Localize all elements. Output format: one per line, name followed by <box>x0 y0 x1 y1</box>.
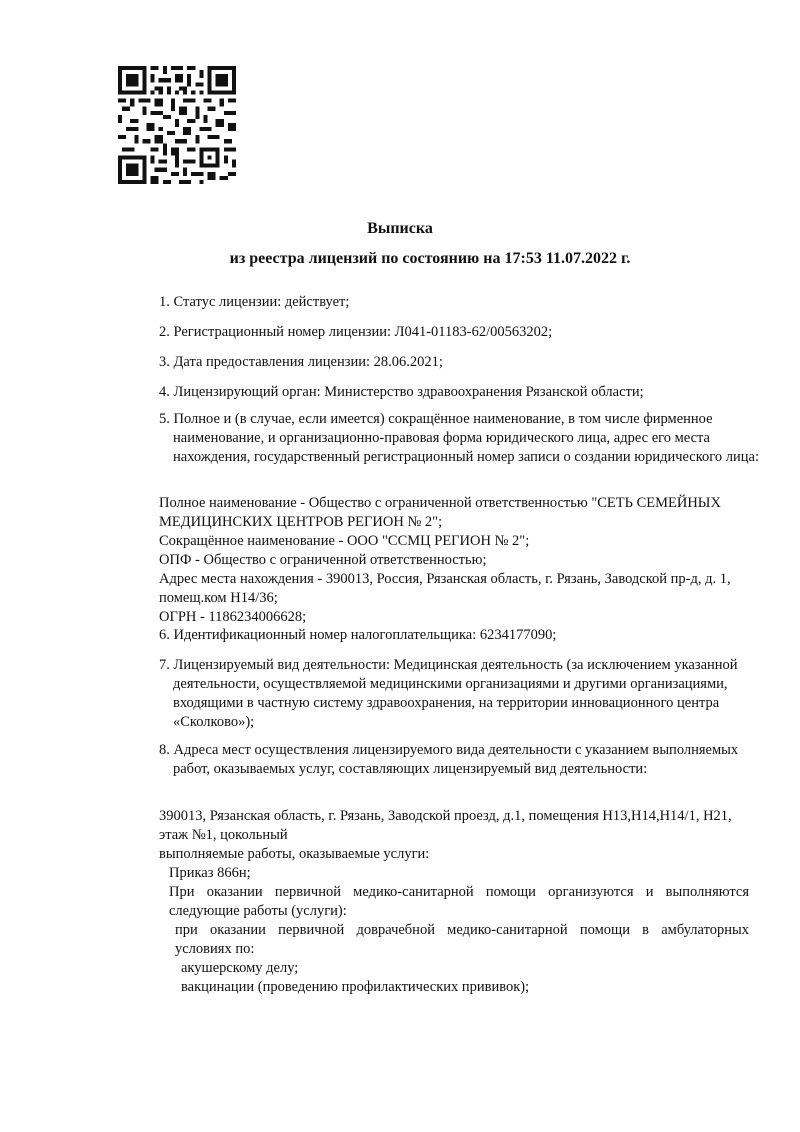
org-full-name: Полное наименование - Общество с ограниченной ответственностью "СЕТЬ СЕМЕЙНЫХ МЕДИЦИНСКИХ ЦЕНТРОВ РЕГИОН № 2"; <box>159 495 721 530</box>
org-opf: ОПФ - Общество с ограниченной ответственностью; <box>159 552 487 568</box>
service-item: акушерскому делу; <box>181 960 299 976</box>
document-title: Выписка <box>367 220 433 237</box>
issue-date: 3. Дата предоставления лицензии: 28.06.2021; <box>159 354 443 370</box>
org-short-name: Сокращённое наименование - ООО "ССМЦ РЕГИОН № 2"; <box>159 533 530 549</box>
qr-code <box>118 66 236 184</box>
service-item: вакцинации (проведению профилактических прививок); <box>181 979 530 995</box>
licensing-authority: 4. Лицензирующий орган: Министерство здравоохранения Рязанской области; <box>159 384 644 400</box>
primary-care-text: При оказании первичной медико-санитарной помощи организуются и выполняются следующие работы (услуги): <box>169 884 749 919</box>
document-subtitle: из реестра лицензий по состоянию на 17:53 11.07.2022 г. <box>229 250 631 267</box>
org-address: Адрес места нахождения - 390013, Россия, Рязанская область, г. Рязань, Заводской пр-д, д. 1, помещ.ком Н14/36; <box>159 571 731 606</box>
order-ref: Приказ 866н; <box>169 865 251 881</box>
qr-code-icon <box>118 66 236 184</box>
activity-type: 7. Лицензируемый вид деятельности: Медицинская деятельность (за исключением указанной деятельности, осуществляемой медицинскими организациями и другими организациями, входящими в частную систему здравоохранения, на территории инновационного центра «Сколково»); <box>159 657 738 730</box>
license-status: 1. Статус лицензии: действует; <box>159 294 350 310</box>
location-address: 390013, Рязанская область, г. Рязань, Заводской проезд, д.1, помещения Н13,Н14,Н14/1, Н21, этаж №1, цокольный <box>159 808 732 843</box>
org-name-heading: 5. Полное и (в случае, если имеется) сокращённое наименование, в том числе фирменное наименование, и организационно-правовая форма юридического лица, адрес его места нахождения, государственный регистрационный номер записи о создании юридического лица: <box>159 411 759 465</box>
tax-id: 6. Идентификационный номер налогоплательщика: 6234177090; <box>159 627 557 643</box>
pre-doctor-care-text: при оказании первичной доврачебной медико-санитарной помощи в амбулаторных условиях по: <box>175 922 749 957</box>
organization-details <box>159 494 749 627</box>
org-ogrn: ОГРН - 1186234006628; <box>159 609 307 625</box>
works-label: выполняемые работы, оказываемые услуги: <box>159 846 430 862</box>
activity-addresses-heading: 8. Адреса мест осуществления лицензируемого вида деятельности с указанием выполняемых работ, оказываемых услуг, составляющих лицензируемый вид деятельности: <box>159 742 739 777</box>
activity-location <box>159 807 749 997</box>
registration-number: 2. Регистрационный номер лицензии: Л041-01183-62/00563202; <box>159 324 553 340</box>
